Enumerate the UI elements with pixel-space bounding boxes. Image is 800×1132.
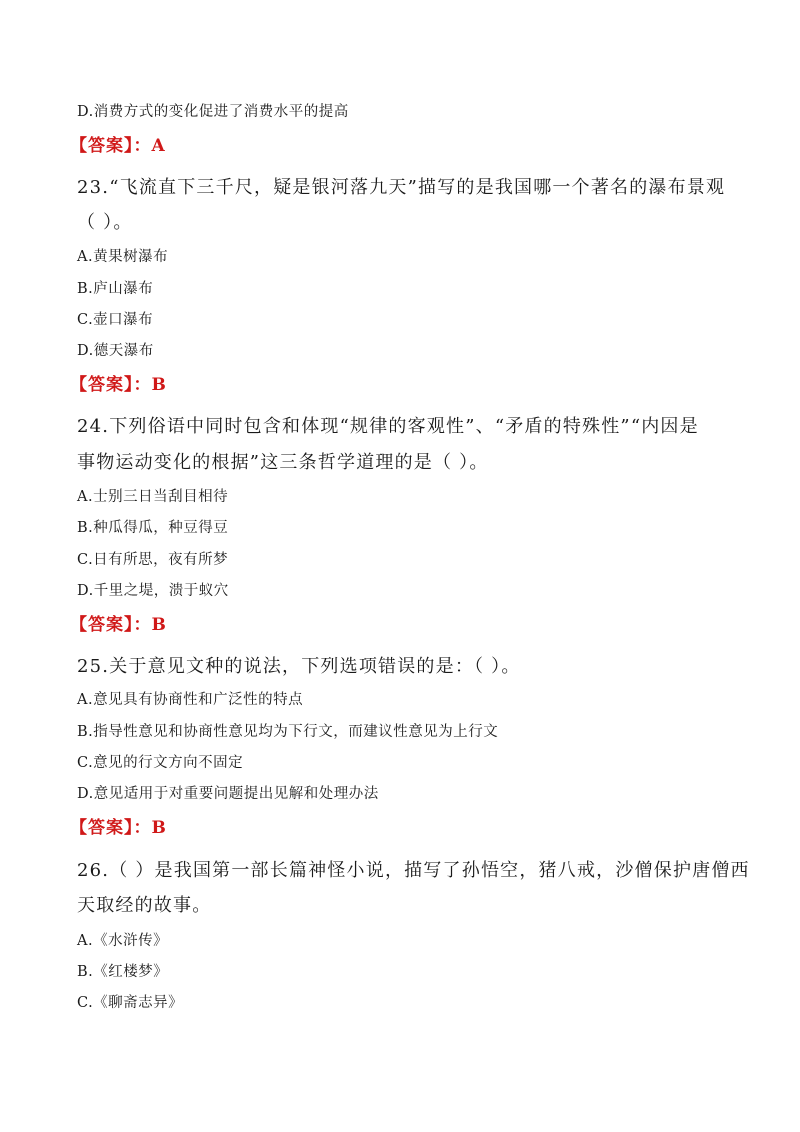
- q26-question-line1: 26.（ ）是我国第一部长篇神怪小说，描写了孙悟空，猪八戒，沙僧保护唐僧西: [77, 860, 750, 881]
- q26-option-b: B.《红楼梦》: [77, 964, 169, 980]
- q24-option-a: A.士别三日当刮目相待: [77, 489, 229, 505]
- q26-option-c: C.《聊斋志异》: [77, 995, 184, 1011]
- q23-answer: 【答案】：B: [70, 375, 167, 395]
- q25-question-line1: 25.关于意见文种的说法，下列选项错误的是：（ ）。: [77, 656, 521, 677]
- q24-answer: 【答案】：B: [70, 615, 167, 635]
- q24-option-b: B.种瓜得瓜，种豆得豆: [77, 520, 229, 536]
- q24-option-c: C.日有所思，夜有所梦: [77, 552, 229, 568]
- q23-question-line2: （ ）。: [77, 212, 133, 233]
- q23-option-c: C.壶口瀑布: [77, 312, 154, 328]
- q25-answer: 【答案】：B: [70, 818, 167, 838]
- q24-question-line2: 事物运动变化的根据”这三条哲学道理的是（ ）。: [77, 452, 489, 473]
- q25-option-c: C.意见的行文方向不固定: [77, 755, 244, 771]
- q23-option-d: D.德天瀑布: [77, 343, 154, 359]
- q24-option-d: D.千里之堤，溃于蚁穴: [77, 583, 229, 599]
- q22-option-d: D.消费方式的变化促进了消费水平的提高: [77, 104, 349, 120]
- q23-question-line1: 23.“飞流直下三千尺，疑是银河落九天”描写的是我国哪一个著名的瀑布景观: [77, 177, 726, 198]
- q24-question-line1: 24.下列俗语中同时包含和体现“规律的客观性”、“矛盾的特殊性”“内因是: [77, 416, 699, 437]
- q23-option-a: A.黄果树瀑布: [77, 249, 169, 265]
- q25-option-d: D.意见适用于对重要问题提出见解和处理办法: [77, 786, 379, 802]
- q26-option-a: A.《水浒传》: [77, 933, 169, 949]
- q25-option-a: A.意见具有协商性和广泛性的特点: [77, 692, 304, 708]
- q22-answer: 【答案】：A: [70, 136, 166, 156]
- q23-option-b: B.庐山瀑布: [77, 281, 154, 297]
- q25-option-b: B.指导性意见和协商性意见均为下行文，而建议性意见为上行文: [77, 724, 499, 740]
- q26-question-line2: 天取经的故事。: [77, 895, 212, 916]
